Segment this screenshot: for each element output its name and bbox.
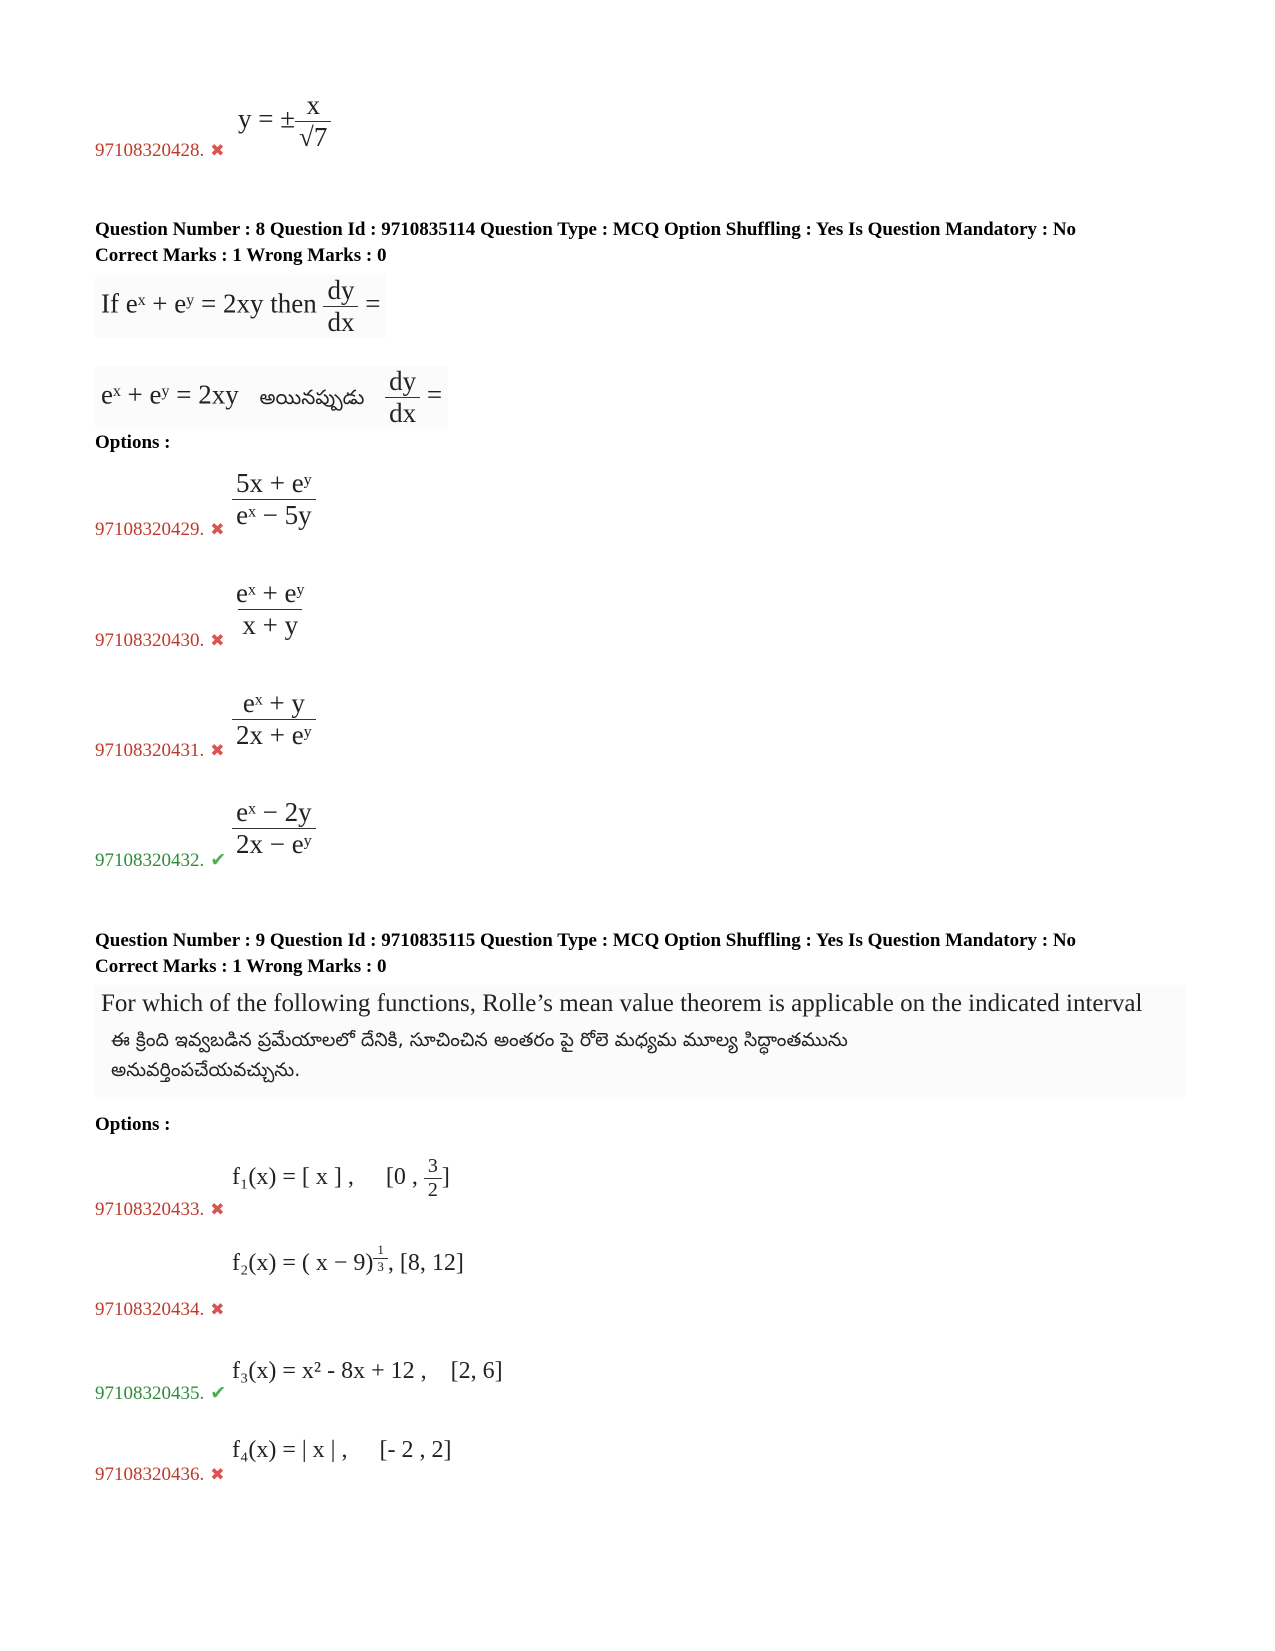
- fraction: [232, 688, 316, 751]
- option-expression: [232, 1242, 464, 1277]
- stem-text: If eˣ + eʸ = 2xy then: [101, 288, 317, 319]
- fraction: [232, 578, 309, 641]
- check-icon: ✔: [210, 1383, 227, 1404]
- option-expression: [238, 90, 331, 153]
- exponent-fraction: [373, 1242, 388, 1275]
- function-text: f₃(x) = x² - 8x + 12 ,: [232, 1358, 427, 1384]
- cross-icon: ✖: [210, 1300, 225, 1319]
- fraction-numerator: x: [306, 90, 320, 120]
- fraction-numerator: 5x + eʸ: [236, 468, 312, 498]
- option-id: [95, 1199, 225, 1221]
- fraction-denominator: √7: [295, 121, 331, 153]
- fraction-denominator: eˣ − 5y: [232, 499, 316, 531]
- function-text: f₁(x) = [ x ] ,: [232, 1164, 354, 1191]
- option-expression: [232, 1437, 451, 1464]
- option-id-text: 97108320436.: [95, 1464, 205, 1485]
- fraction-numerator: eˣ + y: [242, 688, 305, 718]
- fraction-denominator: dx: [385, 397, 420, 429]
- option-id-text: 97108320433.: [95, 1199, 205, 1220]
- fraction-numerator: eˣ + eʸ: [236, 578, 305, 608]
- equals-sign: =: [426, 379, 443, 410]
- option-id: [95, 1382, 226, 1405]
- fraction: [232, 468, 316, 531]
- option-id-text: 97108320430.: [95, 630, 205, 651]
- option-id: [95, 519, 225, 541]
- fraction-numerator: dy: [389, 366, 417, 396]
- cross-icon: ✖: [210, 1465, 225, 1484]
- telugu-word: అయినప్పుడు: [259, 384, 365, 409]
- cross-icon: ✖: [210, 520, 225, 539]
- option-expression: [232, 578, 309, 641]
- telugu-line: ఈ క్రింది ఇవ్వబడిన ప్రమేయాలలో దేనికి, సూచించిన అంతరం పై రోలె మధ్యమ మూల్య సిద్ధాంతమును: [111, 1029, 848, 1051]
- fraction: [232, 797, 316, 860]
- option-id-text: 97108320428.: [95, 140, 205, 161]
- option-expression: [232, 688, 316, 751]
- fraction: [424, 1155, 442, 1202]
- option-id-text: 97108320431.: [95, 740, 205, 761]
- stem-text-english: For which of the following functions, Rolle’s mean value theorem is applicable on the indicated interval: [101, 990, 1143, 1017]
- options-label: Options :: [95, 1114, 171, 1135]
- interval-start: [0 ,: [385, 1164, 418, 1191]
- fraction-numerator: 1: [377, 1242, 384, 1257]
- check-icon: ✔: [210, 850, 227, 871]
- derivative-fraction: [385, 366, 420, 429]
- option-id: [95, 740, 225, 762]
- fraction-denominator: dx: [323, 306, 358, 338]
- question-marks-line: Correct Marks : 1 Wrong Marks : 0: [95, 245, 387, 266]
- option-expression: [232, 797, 316, 860]
- option-id: [95, 140, 225, 162]
- cross-icon: ✖: [210, 631, 225, 650]
- function-text: f₄(x) = | x | ,: [232, 1437, 348, 1463]
- question-meta-line: Question Number : 8 Question Id : 9710835114 Question Type : MCQ Option Shuffling : Yes Is Question Mandatory : No: [95, 219, 1077, 240]
- option-expression: [232, 1155, 450, 1202]
- function-text: f₂(x) = ( x − 9): [232, 1250, 374, 1276]
- expr-lhs: y = ±: [238, 103, 296, 134]
- interval-end: ]: [441, 1164, 450, 1191]
- option-expression: [232, 1358, 503, 1385]
- option-id: [95, 1464, 225, 1486]
- fraction-denominator: 2: [424, 1178, 442, 1202]
- interval-text: [- 2 , 2]: [379, 1437, 452, 1463]
- interval-text: [2, 6]: [450, 1358, 503, 1384]
- fraction-numerator: dy: [327, 275, 355, 305]
- stem-text-telugu: [111, 1025, 848, 1085]
- question-header: [95, 928, 1076, 980]
- fraction-denominator: 2x − eʸ: [232, 828, 316, 860]
- question-marks-line: Correct Marks : 1 Wrong Marks : 0: [95, 956, 387, 977]
- option-id-text: 97108320432.: [95, 850, 205, 871]
- cross-icon: ✖: [210, 1200, 225, 1219]
- fraction-denominator: 2x + eʸ: [232, 719, 316, 751]
- cross-icon: ✖: [210, 741, 225, 760]
- interval-text: , [8, 12]: [387, 1250, 464, 1276]
- question-header: [95, 217, 1076, 269]
- option-id-text: 97108320429.: [95, 519, 205, 540]
- fraction: [295, 90, 331, 153]
- options-label: Options :: [95, 432, 171, 453]
- equals-sign: =: [365, 288, 381, 319]
- telugu-line: అనువర్తింపచేయవచ్చును.: [111, 1059, 301, 1081]
- question-stem-telugu: [95, 366, 448, 429]
- fraction-denominator: x + y: [238, 609, 302, 641]
- fraction-numerator: 3: [427, 1155, 438, 1177]
- option-id-text: 97108320435.: [95, 1383, 205, 1404]
- question-meta-line: Question Number : 9 Question Id : 9710835115 Question Type : MCQ Option Shuffling : Yes Is Question Mandatory : No: [95, 930, 1077, 951]
- fraction-numerator: eˣ − 2y: [236, 797, 312, 827]
- option-id: [95, 630, 225, 652]
- question-stem-english: [95, 275, 386, 338]
- cross-icon: ✖: [210, 141, 225, 160]
- stem-text: eˣ + eʸ = 2xy: [101, 379, 239, 410]
- option-expression: [232, 468, 316, 531]
- option-id-text: 97108320434.: [95, 1299, 205, 1320]
- question-stem-image: [95, 985, 1185, 1097]
- option-id: [95, 1299, 225, 1321]
- derivative-fraction: [323, 275, 358, 338]
- fraction-denominator: 3: [373, 1258, 388, 1275]
- option-id: [95, 849, 226, 872]
